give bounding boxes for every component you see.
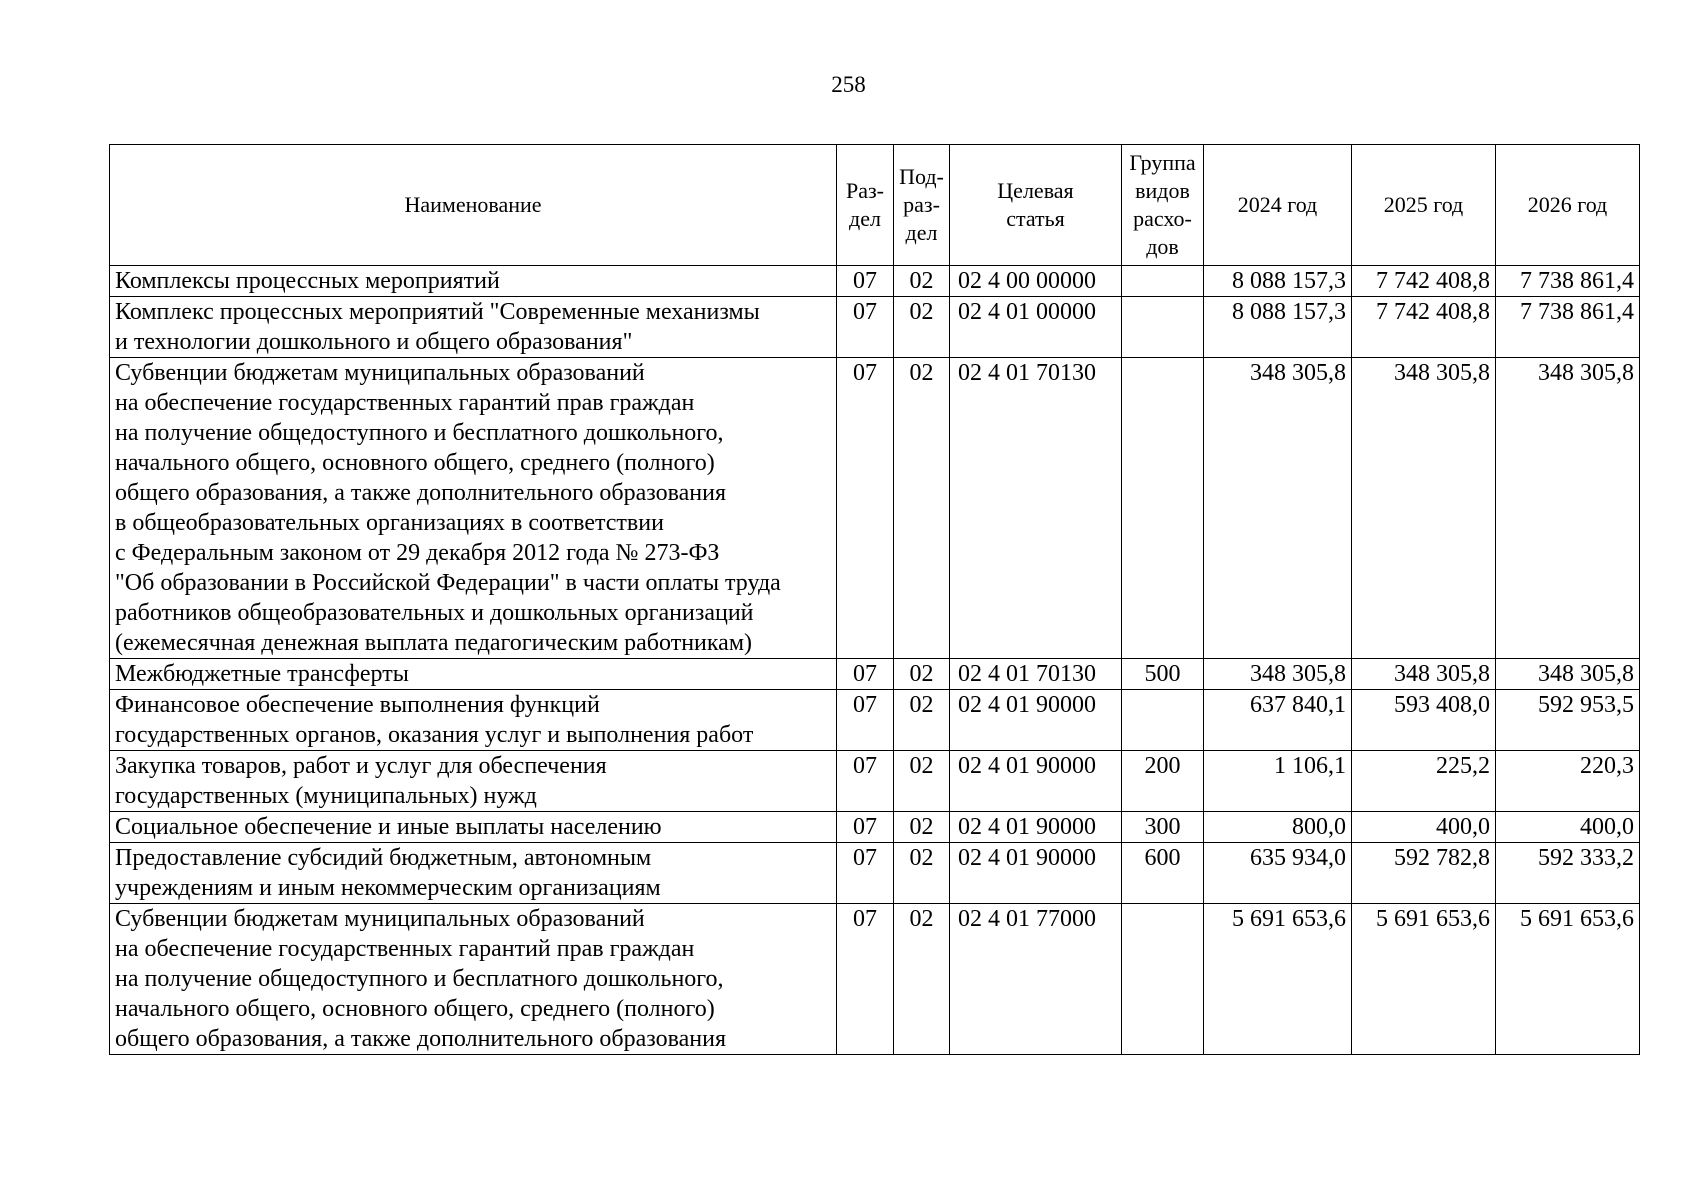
row-name: [110, 904, 837, 1055]
row-name: [110, 843, 837, 904]
table-body: [110, 266, 1640, 1055]
header-name: Наименование: [110, 145, 837, 266]
row-name-line: на обеспечение государственных гарантий прав граждан: [115, 390, 695, 416]
row-value-2024: 637 840,1: [1204, 690, 1352, 751]
row-name-line: Финансовое обеспечение выполнения функций: [115, 692, 600, 718]
row-target: 02 4 01 90000: [950, 751, 1122, 812]
row-name: [110, 297, 837, 358]
row-expense-group: [1122, 904, 1204, 1055]
row-razdel: 07: [837, 690, 894, 751]
table-row: [110, 690, 1640, 751]
row-value-2025: 348 305,8: [1352, 358, 1496, 659]
row-value-2024: 1 106,1: [1204, 751, 1352, 812]
header-year-2024: 2024 год: [1204, 145, 1352, 266]
row-value-2026: 592 953,5: [1496, 690, 1640, 751]
row-name-line: общего образования, а также дополнительного образования: [115, 480, 727, 506]
table-row: [110, 297, 1640, 358]
row-target: 02 4 01 77000: [950, 904, 1122, 1055]
row-value-2024: 8 088 157,3: [1204, 297, 1352, 358]
row-name-line: на получение общедоступного и бесплатного дошкольного,: [115, 420, 724, 446]
header-year-2025: 2025 год: [1352, 145, 1496, 266]
row-target: 02 4 00 00000: [950, 266, 1122, 297]
row-value-2025: 7 742 408,8: [1352, 266, 1496, 297]
row-expense-group: [1122, 690, 1204, 751]
row-razdel: 07: [837, 843, 894, 904]
row-name-line: на обеспечение государственных гарантий прав граждан: [115, 936, 695, 962]
row-razdel: 07: [837, 904, 894, 1055]
table-row: [110, 358, 1640, 659]
row-razdel: 07: [837, 358, 894, 659]
row-target: 02 4 01 90000: [950, 690, 1122, 751]
row-name-line: учреждениям и иным некоммерческим организациям: [115, 875, 661, 901]
row-value-2025: 400,0: [1352, 812, 1496, 843]
row-value-2025: 225,2: [1352, 751, 1496, 812]
table-row: [110, 904, 1640, 1055]
row-expense-group: 300: [1122, 812, 1204, 843]
row-expense-group: [1122, 358, 1204, 659]
row-expense-group: 500: [1122, 659, 1204, 690]
row-value-2025: 592 782,8: [1352, 843, 1496, 904]
header-year-2026: 2026 год: [1496, 145, 1640, 266]
row-razdel: 07: [837, 266, 894, 297]
row-name-line: общего образования, а также дополнительного образования: [115, 1026, 727, 1052]
row-name-line: Комплекс процессных мероприятий "Современные механизмы: [115, 299, 760, 325]
row-name: [110, 812, 837, 843]
row-name-line: в общеобразовательных организациях в соответствии: [115, 510, 664, 536]
row-name-line: государственных органов, оказания услуг и выполнения работ: [115, 722, 754, 748]
row-expense-group: [1122, 266, 1204, 297]
row-value-2024: 348 305,8: [1204, 358, 1352, 659]
row-name-line: государственных (муниципальных) нужд: [115, 783, 537, 809]
row-target: 02 4 01 90000: [950, 812, 1122, 843]
row-name-line: работников общеобразовательных и дошкольных организаций: [115, 600, 754, 626]
budget-table: [109, 144, 1640, 1055]
row-value-2024: 8 088 157,3: [1204, 266, 1352, 297]
row-value-2024: 800,0: [1204, 812, 1352, 843]
row-name: [110, 266, 837, 297]
row-name-line: Субвенции бюджетам муниципальных образований: [115, 906, 645, 932]
row-value-2025: 5 691 653,6: [1352, 904, 1496, 1055]
header-row: [110, 145, 1640, 266]
row-value-2026: 348 305,8: [1496, 358, 1640, 659]
table-row: [110, 812, 1640, 843]
row-value-2024: 348 305,8: [1204, 659, 1352, 690]
row-podrazdel: 02: [894, 266, 950, 297]
row-expense-group: 200: [1122, 751, 1204, 812]
row-value-2026: 400,0: [1496, 812, 1640, 843]
table-row: [110, 843, 1640, 904]
row-name-line: начального общего, основного общего, среднего (полного): [115, 996, 715, 1022]
header-target: Целевая статья: [950, 145, 1122, 266]
row-podrazdel: 02: [894, 690, 950, 751]
header-razdel: Раз- дел: [837, 145, 894, 266]
row-podrazdel: 02: [894, 358, 950, 659]
row-target: 02 4 01 70130: [950, 358, 1122, 659]
row-name-line: Комплексы процессных мероприятий: [115, 268, 500, 294]
row-value-2026: 348 305,8: [1496, 659, 1640, 690]
row-razdel: 07: [837, 297, 894, 358]
row-podrazdel: 02: [894, 904, 950, 1055]
row-name-line: Закупка товаров, работ и услуг для обеспечения: [115, 753, 607, 779]
row-target: 02 4 01 00000: [950, 297, 1122, 358]
row-name-line: Социальное обеспечение и иные выплаты населению: [115, 814, 662, 840]
row-value-2026: 7 738 861,4: [1496, 297, 1640, 358]
row-name-line: Субвенции бюджетам муниципальных образований: [115, 360, 645, 386]
row-podrazdel: 02: [894, 751, 950, 812]
row-name-line: и технологии дошкольного и общего образования": [115, 329, 633, 355]
row-name-line: (ежемесячная денежная выплата педагогическим работникам): [115, 630, 753, 656]
row-name-line: Межбюджетные трансферты: [115, 661, 409, 687]
table-row: [110, 751, 1640, 812]
row-podrazdel: 02: [894, 843, 950, 904]
header-expense-group: Группа видов расхо- дов: [1122, 145, 1204, 266]
row-podrazdel: 02: [894, 659, 950, 690]
row-name-line: Предоставление субсидий бюджетным, автономным: [115, 845, 652, 871]
row-value-2026: 7 738 861,4: [1496, 266, 1640, 297]
row-podrazdel: 02: [894, 297, 950, 358]
row-value-2026: 592 333,2: [1496, 843, 1640, 904]
row-name: [110, 690, 837, 751]
row-name-line: на получение общедоступного и бесплатного дошкольного,: [115, 966, 724, 992]
row-value-2026: 220,3: [1496, 751, 1640, 812]
row-expense-group: 600: [1122, 843, 1204, 904]
row-value-2025: 593 408,0: [1352, 690, 1496, 751]
row-value-2025: 7 742 408,8: [1352, 297, 1496, 358]
row-name-line: "Об образовании в Российской Федерации" в части оплаты труда: [115, 570, 781, 596]
table-row: [110, 266, 1640, 297]
row-razdel: 07: [837, 659, 894, 690]
row-name-line: с Федеральным законом от 29 декабря 2012 года № 273-ФЗ: [115, 540, 720, 566]
row-target: 02 4 01 70130: [950, 659, 1122, 690]
row-value-2024: 635 934,0: [1204, 843, 1352, 904]
row-podrazdel: 02: [894, 812, 950, 843]
row-name: [110, 659, 837, 690]
row-value-2024: 5 691 653,6: [1204, 904, 1352, 1055]
row-value-2026: 5 691 653,6: [1496, 904, 1640, 1055]
page-number: 258: [831, 72, 866, 97]
row-name: [110, 751, 837, 812]
table-row: [110, 659, 1640, 690]
row-name-line: начального общего, основного общего, среднего (полного): [115, 450, 715, 476]
row-razdel: 07: [837, 812, 894, 843]
row-name: [110, 358, 837, 659]
header-podrazdel: Под- раз- дел: [894, 145, 950, 266]
row-razdel: 07: [837, 751, 894, 812]
row-expense-group: [1122, 297, 1204, 358]
row-value-2025: 348 305,8: [1352, 659, 1496, 690]
row-target: 02 4 01 90000: [950, 843, 1122, 904]
